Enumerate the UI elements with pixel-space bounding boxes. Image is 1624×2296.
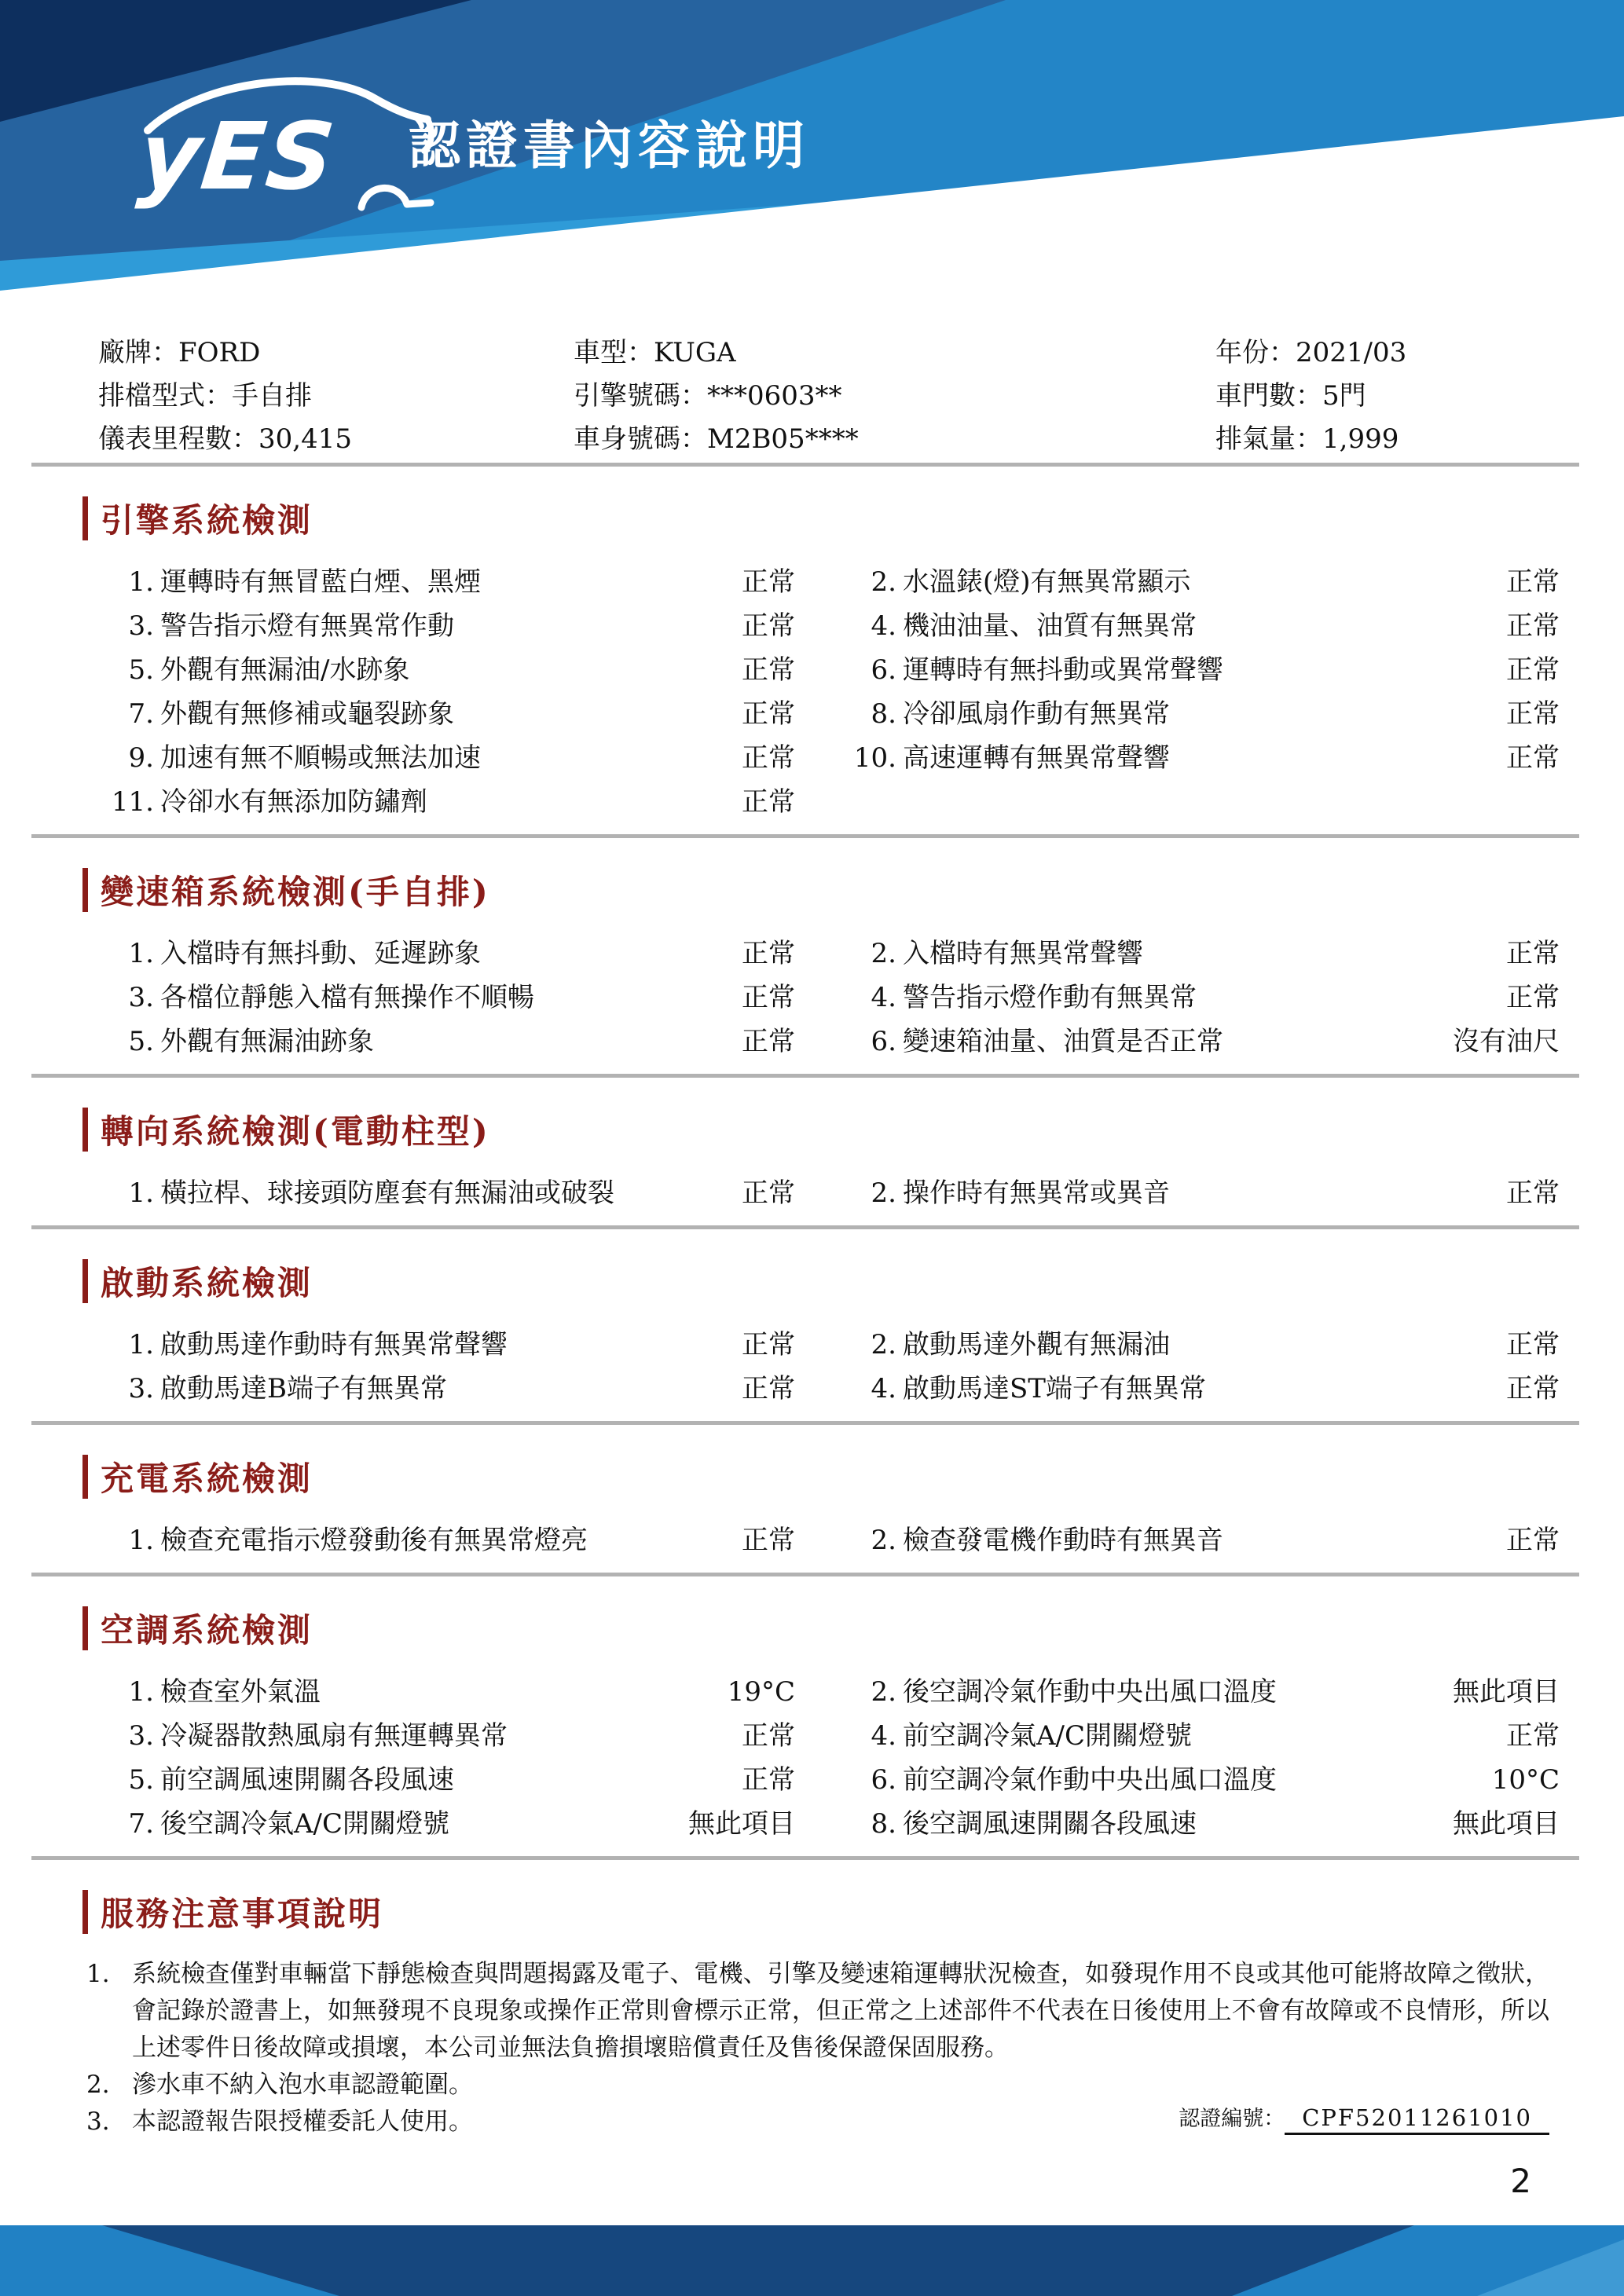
item-label: 外觀有無漏油跡象 <box>160 1026 374 1057</box>
item-label: 入檔時有無異常聲響 <box>903 938 1143 969</box>
item-number: 2. <box>871 1177 896 1209</box>
item-label: 水溫錶(燈)有無異常顯示 <box>903 566 1191 598</box>
item-number: 2. <box>871 938 896 969</box>
section-title <box>82 1576 1624 1652</box>
item-label: 前空調風速開關各段風速 <box>160 1764 454 1796</box>
item-status: 正常 <box>742 1329 795 1360</box>
item-number: 6. <box>871 654 896 686</box>
item-status: 正常 <box>1506 566 1560 598</box>
item-label: 前空調冷氣A/C開關燈號 <box>903 1720 1193 1752</box>
notes-title-text: 服務注意事項說明 <box>101 1895 384 1933</box>
item-number: 2. <box>871 566 896 598</box>
item-status: 正常 <box>742 1525 795 1556</box>
item-status: 正常 <box>742 654 795 686</box>
item-number: 3. <box>128 610 154 642</box>
inspection-item <box>110 1328 795 1372</box>
item-number: 2. <box>871 1329 896 1360</box>
item-number: 9. <box>128 742 154 774</box>
item-status: 正常 <box>1506 654 1560 686</box>
section-title-text: 轉向系統檢測(電動柱型) <box>101 1112 490 1151</box>
page-number: 2 <box>1510 2162 1531 2200</box>
inspection-item <box>110 1025 795 1069</box>
section-title-text: 空調系統檢測 <box>101 1611 313 1650</box>
page-title: 認證書內容說明 <box>409 115 810 176</box>
item-status: 正常 <box>1506 742 1560 774</box>
item-status: 正常 <box>742 742 795 774</box>
red-bar <box>82 1259 88 1303</box>
inspection-item <box>110 937 795 981</box>
section-title <box>82 1078 1624 1153</box>
inspection-sections <box>0 467 1624 1860</box>
item-label: 機油油量、油質有無異常 <box>903 610 1197 642</box>
item-number: 7. <box>128 698 154 730</box>
item-label: 運轉時有無冒藍白煙、黑煙 <box>160 566 481 598</box>
vehicle-info-field: 廠牌：FORD <box>98 337 261 368</box>
section-title-text: 充電系統檢測 <box>101 1459 313 1498</box>
note-text: 本認證報告限授權委託人使用。 <box>132 2107 473 2136</box>
vehicle-info-field: 排檔型式：手自排 <box>98 380 312 412</box>
inspection-item <box>852 1719 1560 1763</box>
item-number: 10. <box>853 742 896 774</box>
item-number: 2. <box>871 1676 896 1708</box>
item-status: 正常 <box>742 1177 795 1209</box>
vehicle-info-field: 引擎號碼：***0603** <box>574 380 842 412</box>
item-status: 正常 <box>742 1764 795 1796</box>
item-label: 後空調冷氣作動中央出風口溫度 <box>903 1676 1277 1708</box>
item-status: 沒有油尺 <box>1453 1026 1560 1057</box>
yes-logo <box>126 69 440 234</box>
item-label: 高速運轉有無異常聲響 <box>903 742 1170 774</box>
item-label: 外觀有無漏油/水跡象 <box>160 654 410 686</box>
note-item <box>86 1956 1549 2067</box>
footer-banner-shapes <box>0 2225 1624 2296</box>
red-bar <box>82 1108 88 1152</box>
service-notes <box>86 1956 1549 2140</box>
inspection-item <box>852 698 1560 742</box>
section-title <box>82 1425 1624 1500</box>
item-label: 各檔位靜態入檔有無操作不順暢 <box>160 982 534 1013</box>
vehicle-info-field: 儀表里程數：30,415 <box>98 423 352 455</box>
vehicle-info-field: 年份：2021/03 <box>1215 337 1407 368</box>
item-status: 無此項目 <box>1453 1808 1560 1840</box>
inspection-item <box>110 1807 795 1851</box>
red-bar <box>82 1606 88 1650</box>
item-label: 啟動馬達外觀有無漏油 <box>903 1329 1170 1360</box>
inspection-item <box>852 1763 1560 1807</box>
item-label: 變速箱油量、油質是否正常 <box>903 1026 1223 1057</box>
vehicle-info-field: 排氣量：1,999 <box>1215 423 1399 455</box>
item-number: 5. <box>128 1026 154 1057</box>
item-status: 10°C <box>1491 1764 1560 1796</box>
car-silhouette-icon <box>126 69 440 234</box>
inspection-item <box>110 1372 795 1416</box>
inspection-item <box>110 742 795 785</box>
item-status: 正常 <box>1506 1177 1560 1209</box>
item-number: 1. <box>128 1177 154 1209</box>
note-number: 2. <box>86 2071 110 2099</box>
red-bar <box>82 1890 88 1934</box>
inspection-item <box>110 981 795 1025</box>
inspection-item <box>110 1675 795 1719</box>
item-label: 前空調冷氣作動中央出風口溫度 <box>903 1764 1277 1796</box>
red-bar <box>82 1455 88 1499</box>
inspection-item <box>852 1675 1560 1719</box>
item-number: 5. <box>128 654 154 686</box>
inspection-item <box>110 698 795 742</box>
item-number: 6. <box>871 1764 896 1796</box>
inspection-item <box>110 654 795 698</box>
vehicle-info-field: 車型：KUGA <box>574 337 736 368</box>
item-number: 1. <box>128 938 154 969</box>
item-label: 加速有無不順暢或無法加速 <box>160 742 481 774</box>
item-number: 1. <box>128 1525 154 1556</box>
item-status: 正常 <box>1506 610 1560 642</box>
note-text: 系統檢查僅對車輛當下靜態檢查與問題揭露及電子、電機、引擎及變速箱運轉狀況檢查，如發現作用不良或其他可能將故障之徵狀，會記錄於證書上，如無發現不良現象或操作正常則會標示正常，但正常之上述部件不代表在日後使用上不會有故障或不良情形，所以上述零件日後故障或損壞，本公司並無法負擔損壞賠償責任及售後保證保固服務。 <box>132 1960 1549 2062</box>
note-number: 1. <box>86 1960 110 1988</box>
item-status: 正常 <box>742 610 795 642</box>
section-items <box>110 1675 1560 1851</box>
note-number: 3. <box>86 2107 110 2136</box>
notes-section-title <box>82 1860 1624 1935</box>
inspection-item <box>110 610 795 654</box>
item-label: 冷卻水有無添加防鏽劑 <box>160 786 427 818</box>
inspection-item <box>852 1807 1560 1851</box>
item-status: 正常 <box>1506 1525 1560 1556</box>
item-label: 外觀有無修補或龜裂跡象 <box>160 698 454 730</box>
inspection-item <box>852 981 1560 1025</box>
inspection-item <box>110 1763 795 1807</box>
item-label: 冷凝器散熱風扇有無運轉異常 <box>160 1720 508 1752</box>
inspection-section <box>0 838 1624 1078</box>
yes-logo-text: yES <box>134 102 341 211</box>
certificate-number-line <box>1179 2100 1549 2137</box>
item-status: 正常 <box>1506 1329 1560 1360</box>
inspection-item <box>852 610 1560 654</box>
section-title-text: 變速箱系統檢測(手自排) <box>101 873 490 911</box>
item-number: 7. <box>128 1808 154 1840</box>
item-number: 1. <box>128 566 154 598</box>
item-status: 正常 <box>742 566 795 598</box>
inspection-item <box>852 1025 1560 1069</box>
item-number: 4. <box>871 982 896 1013</box>
item-label: 操作時有無異常或異音 <box>903 1177 1170 1209</box>
vehicle-info-field: 車身號碼：M2B05**** <box>574 423 859 455</box>
item-status: 正常 <box>742 1720 795 1752</box>
item-status: 正常 <box>1506 1720 1560 1752</box>
inspection-section <box>0 1078 1624 1229</box>
red-bar <box>82 868 88 912</box>
item-number: 3. <box>128 1373 154 1404</box>
inspection-item <box>110 1177 795 1221</box>
item-status: 正常 <box>742 698 795 730</box>
item-status: 正常 <box>742 982 795 1013</box>
item-label: 警告指示燈有無異常作動 <box>160 610 454 642</box>
note-text: 滲水車不納入泡水車認證範圍。 <box>132 2071 473 2099</box>
item-label: 檢查充電指示燈發動後有無異常燈亮 <box>160 1525 588 1556</box>
item-number: 11. <box>111 786 154 818</box>
certificate-number-label: 認證編號： <box>1179 2107 1285 2131</box>
item-status: 正常 <box>742 1373 795 1404</box>
item-status: 正常 <box>742 938 795 969</box>
item-number: 8. <box>871 1808 896 1840</box>
item-status: 正常 <box>742 1026 795 1057</box>
inspection-item <box>852 1372 1560 1416</box>
item-label: 啟動馬達ST端子有無異常 <box>903 1373 1206 1404</box>
section-items <box>110 937 1560 1069</box>
section-items <box>110 1177 1560 1221</box>
item-status: 正常 <box>1506 982 1560 1013</box>
item-status: 正常 <box>1506 1373 1560 1404</box>
inspection-item <box>110 566 795 610</box>
item-label: 冷卻風扇作動有無異常 <box>903 698 1170 730</box>
item-label: 橫拉桿、球接頭防塵套有無漏油或破裂 <box>160 1177 614 1209</box>
inspection-item <box>852 1328 1560 1372</box>
item-label: 入檔時有無抖動、延遲跡象 <box>160 938 481 969</box>
item-status: 正常 <box>1506 698 1560 730</box>
item-number: 3. <box>128 1720 154 1752</box>
section-items <box>110 1328 1560 1416</box>
item-status: 正常 <box>1506 938 1560 969</box>
section-title-text: 啟動系統檢測 <box>101 1264 313 1302</box>
note-item <box>86 2067 1549 2104</box>
inspection-item <box>852 1177 1560 1221</box>
item-label: 後空調冷氣A/C開關燈號 <box>160 1808 450 1840</box>
section-items <box>110 566 1560 829</box>
item-number: 8. <box>871 698 896 730</box>
inspection-section <box>0 1425 1624 1576</box>
section-title <box>82 467 1624 542</box>
item-number: 4. <box>871 1720 896 1752</box>
inspection-item <box>852 654 1560 698</box>
item-number: 4. <box>871 610 896 642</box>
red-bar <box>82 496 88 540</box>
item-number: 5. <box>128 1764 154 1796</box>
item-number: 6. <box>871 1026 896 1057</box>
inspection-section <box>0 467 1624 838</box>
inspection-item <box>852 742 1560 785</box>
inspection-item <box>110 1719 795 1763</box>
inspection-item <box>852 1524 1560 1568</box>
header-banner <box>0 0 1624 311</box>
item-status: 正常 <box>742 786 795 818</box>
inspection-item <box>852 566 1560 610</box>
inspection-section <box>0 1576 1624 1860</box>
item-number: 1. <box>128 1676 154 1708</box>
item-number: 3. <box>128 982 154 1013</box>
item-label: 啟動馬達作動時有無異常聲響 <box>160 1329 508 1360</box>
item-status: 無此項目 <box>1453 1676 1560 1708</box>
inspection-item <box>852 937 1560 981</box>
item-number: 1. <box>128 1329 154 1360</box>
section-items <box>110 1524 1560 1568</box>
inspection-item <box>110 1524 795 1568</box>
section-title-text: 引擎系統檢測 <box>101 501 313 540</box>
item-status: 無此項目 <box>688 1808 795 1840</box>
item-number: 4. <box>871 1373 896 1404</box>
item-label: 運轉時有無抖動或異常聲響 <box>903 654 1223 686</box>
section-title <box>82 1229 1624 1305</box>
inspection-item <box>110 785 795 829</box>
section-title <box>82 838 1624 914</box>
item-number: 2. <box>871 1525 896 1556</box>
item-label: 檢查發電機作動時有無異音 <box>903 1525 1223 1556</box>
vehicle-info <box>98 320 1560 458</box>
item-status: 19°C <box>727 1676 795 1708</box>
item-label: 後空調風速開關各段風速 <box>903 1808 1197 1840</box>
item-label: 檢查室外氣溫 <box>160 1676 321 1708</box>
footer-banner <box>0 2225 1624 2296</box>
item-label: 啟動馬達B端子有無異常 <box>160 1373 447 1404</box>
item-label: 警告指示燈作動有無異常 <box>903 982 1197 1013</box>
inspection-section <box>0 1229 1624 1425</box>
certificate-number-value: CPF52011261010 <box>1285 2104 1549 2135</box>
vehicle-info-field: 車門數：5門 <box>1215 380 1366 412</box>
